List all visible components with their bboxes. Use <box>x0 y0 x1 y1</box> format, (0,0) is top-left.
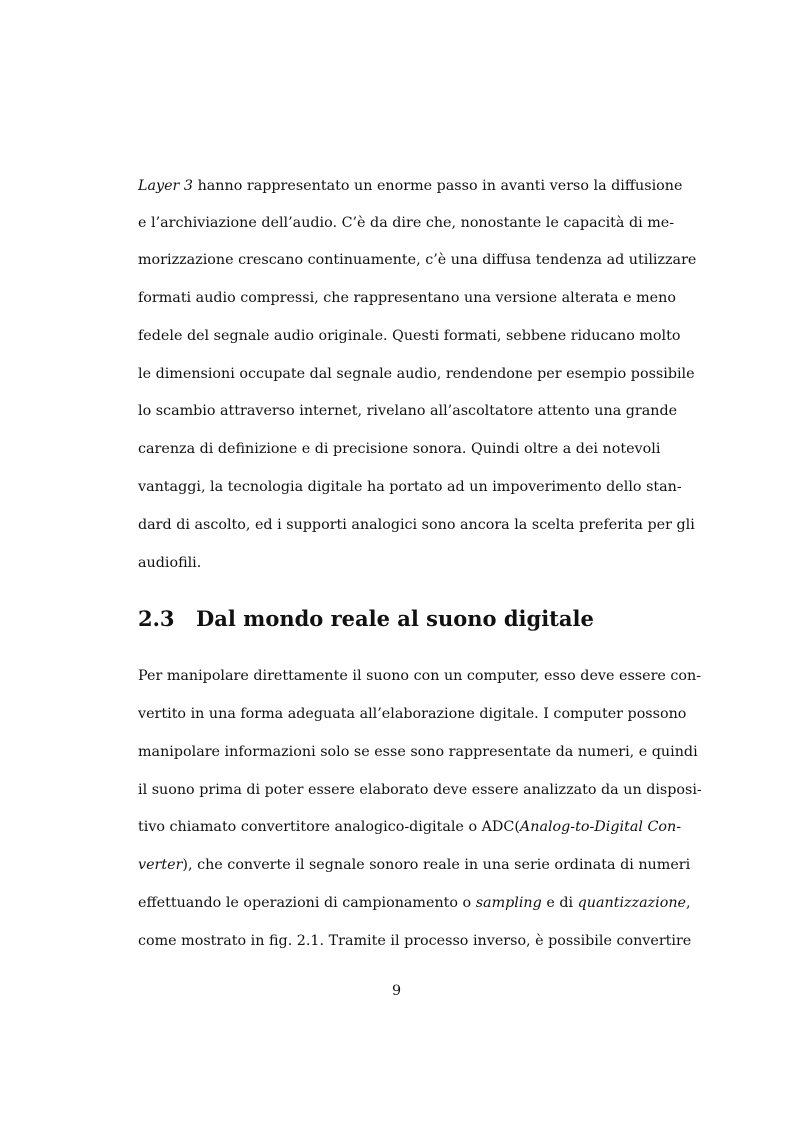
section-title: Dal mondo reale al suono digitale <box>196 606 594 631</box>
text-line: vertito in una forma adeguata all’elaborazione digitale. I computer possono <box>138 706 687 722</box>
text-line: morizzazione crescano continuamente, c’è una diffusa tendenza ad utilizzare <box>138 252 697 268</box>
text-line: tivo chiamato convertitore analogico-digitale o ADC(Analog-to-Digital Con- <box>138 819 682 835</box>
text-line: le dimensioni occupate dal segnale audio, rendendone per esempio possibile <box>138 366 695 382</box>
text-line: fedele del segnale audio originale. Questi formati, sebbene riducano molto <box>138 328 681 344</box>
text-line: lo scambio attraverso internet, rivelano all’ascoltatore attento una grande <box>138 403 678 419</box>
text-line: carenza di definizione e di precisione sonora. Quindi oltre a dei notevoli <box>138 441 661 457</box>
text-line: dard di ascolto, ed i supporti analogici sono ancora la scelta preferita per gli <box>138 517 695 533</box>
text-line: come mostrato in fig. 2.1. Tramite il processo inverso, è possibile convertire <box>138 933 692 949</box>
page-number: 9 <box>391 983 402 999</box>
text-line: il suono prima di poter essere elaborato deve essere analizzato da un disposi- <box>138 782 702 798</box>
text-line: e l’archiviazione dell’audio. C’è da dire che, nonostante le capacità di me- <box>138 215 675 231</box>
section-number: 2.3 <box>138 606 175 631</box>
text-line: formati audio compressi, che rappresentano una versione alterata e meno <box>138 290 676 306</box>
section-heading <box>138 605 594 633</box>
text-line: verter), che converte il segnale sonoro reale in una serie ordinata di numeri <box>138 857 691 873</box>
text-line: Per manipolare direttamente il suono con un computer, esso deve essere con- <box>138 668 702 684</box>
text-line: vantaggi, la tecnologia digitale ha portato ad un impoverimento dello stan- <box>138 479 682 495</box>
text-line: audiofili. <box>138 555 202 571</box>
text-line: effettuando le operazioni di campionamento o sampling e di quantizzazione, <box>138 895 691 911</box>
text-line: manipolare informazioni solo se esse sono rappresentate da numeri, e quindi <box>138 744 698 760</box>
text-line: Layer 3 hanno rappresentato un enorme passo in avanti verso la diffusione <box>138 178 683 194</box>
